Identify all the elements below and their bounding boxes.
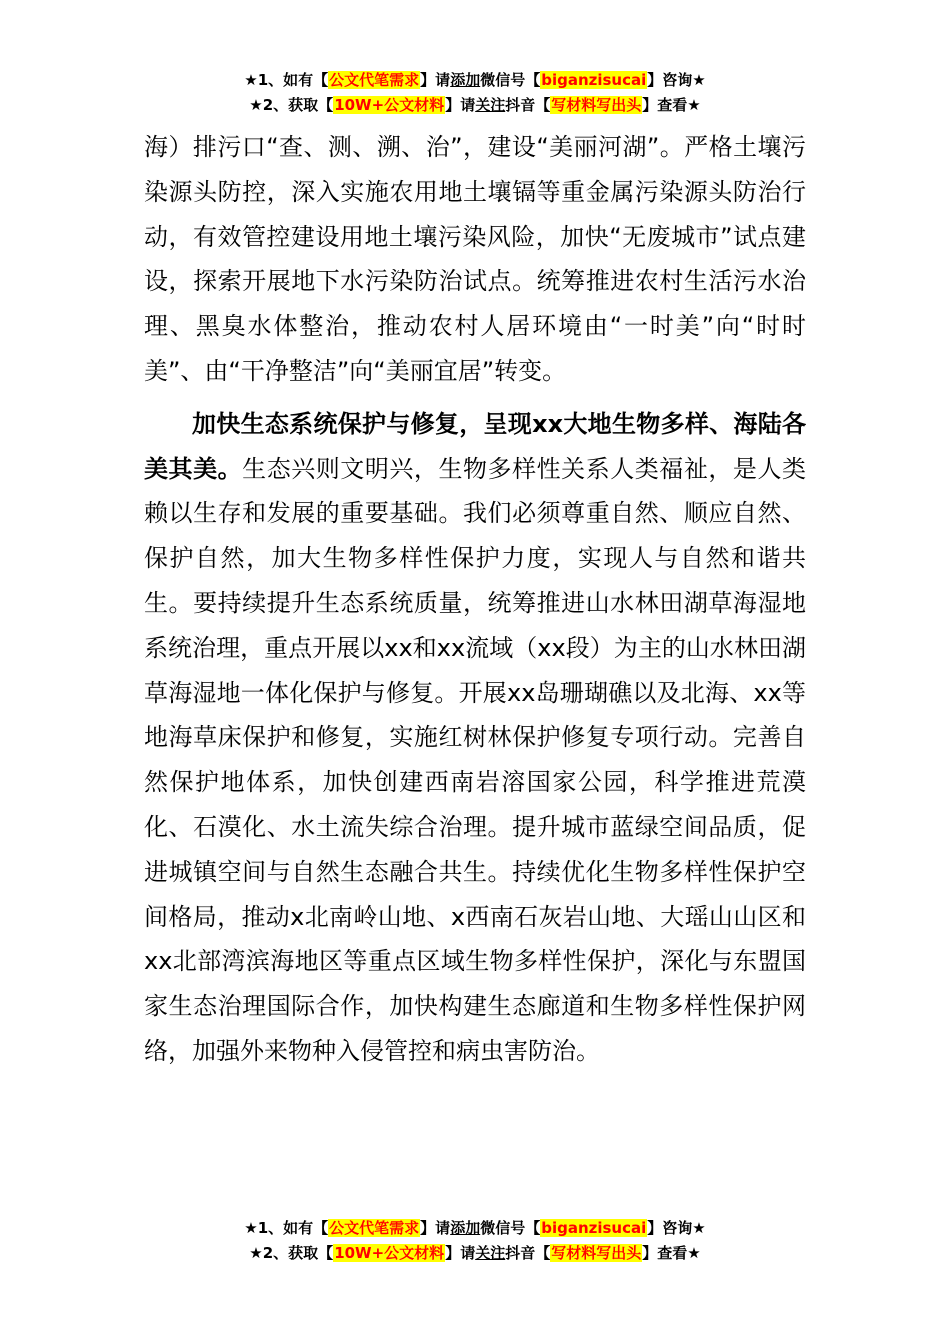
highlighted-service: 公文代笔需求 xyxy=(329,71,420,89)
banner-text: ★1、如有【 xyxy=(244,1219,329,1237)
banner-line-2 xyxy=(0,1241,950,1266)
header-banner xyxy=(0,68,950,118)
underlined-text: 关注 xyxy=(475,1244,506,1262)
banner-text: 】查看★ xyxy=(642,96,701,114)
banner-line-2 xyxy=(0,93,950,118)
highlighted-service: 公文代笔需求 xyxy=(329,1219,420,1237)
footer-banner xyxy=(0,1216,950,1266)
banner-text: 】请 xyxy=(420,1219,451,1237)
banner-text: 抖音【 xyxy=(505,96,551,114)
banner-text: 】咨询★ xyxy=(647,1219,706,1237)
highlighted-account: 写材料写出头 xyxy=(551,1244,642,1262)
banner-text: 】查看★ xyxy=(642,1244,701,1262)
paragraph-text: 生态兴则文明兴，生物多样性关系人类福祉，是人类赖以生存和发展的重要基础。我们必须尊重自然、顺应自然、保护自然，加大生物多样性保护力度，实现人与自然和谐共生。要持续提升生态系统质量，统筹推进山水林田湖草海湿地系统治理，重点开展以xx和xx流域（xx段）为主的山水林田湖草海湿地一体化保护与修复。开展xx岛珊瑚礁以及北海、xx等地海草床保护和修复，实施红树林保护修复专项行动。完善自然保护地体系，加快创建西南岩溶国家公园，科学推进荒漠化、石漠化、水土流失综合治理。提升城市蓝绿空间品质，促进城镇空间与自然生态融合共生。持续优化生物多样性保护空间格局，推动x北南岭山地、x西南石灰岩山地、大瑶山山区和xx北部湾滨海地区等重点区域生物多样性保护，深化与东盟国家生态治理国际合作，加快构建生态廊道和生物多样性保护网络，加强外来物种入侵管控和病虫害防治。 xyxy=(144,454,807,1065)
paragraph-lead-sentence: 加快生态系统保护与修复，呈现xx大地生物多样、海陆各美其美。 xyxy=(144,409,806,483)
underlined-text: 关注 xyxy=(475,96,506,114)
highlighted-materials: 10W+公文材料 xyxy=(334,96,445,114)
banner-text: 】请 xyxy=(445,1244,476,1262)
paragraph xyxy=(144,402,806,1074)
banner-line-1 xyxy=(0,68,950,93)
paragraph: 海）排污口“查、测、溯、治”，建设“美丽河湖”。严格土壤污染源头防控，深入实施农用地土壤镉等重金属污染源头防治行动，有效管控建设用地土壤污染风险，加快“无废城市”试点建设，探索开展地下水污染防治试点。统筹推进农村生活污水治理、黑臭水体整治，推动农村人居环境由“一时美”向“时时美”、由“干净整洁”向“美丽宜居”转变。 xyxy=(144,133,806,385)
banner-text: 微信号【 xyxy=(480,71,541,89)
banner-text: 】请 xyxy=(420,71,451,89)
banner-text: 微信号【 xyxy=(480,1219,541,1237)
underlined-text: 添加 xyxy=(450,1219,481,1237)
highlighted-materials: 10W+公文材料 xyxy=(334,1244,445,1262)
underlined-text: 添加 xyxy=(450,71,481,89)
document-body xyxy=(144,125,806,1074)
banner-text: ★2、获取【 xyxy=(249,1244,334,1262)
banner-line-1 xyxy=(0,1216,950,1241)
highlighted-account: 写材料写出头 xyxy=(551,96,642,114)
banner-text: ★1、如有【 xyxy=(244,71,329,89)
highlighted-wechat-id: biganzisucai xyxy=(541,1219,647,1237)
highlighted-wechat-id: biganzisucai xyxy=(541,71,647,89)
banner-text: 】请 xyxy=(445,96,476,114)
banner-text: ★2、获取【 xyxy=(249,96,334,114)
banner-text: 抖音【 xyxy=(505,1244,551,1262)
banner-text: 】咨询★ xyxy=(647,71,706,89)
